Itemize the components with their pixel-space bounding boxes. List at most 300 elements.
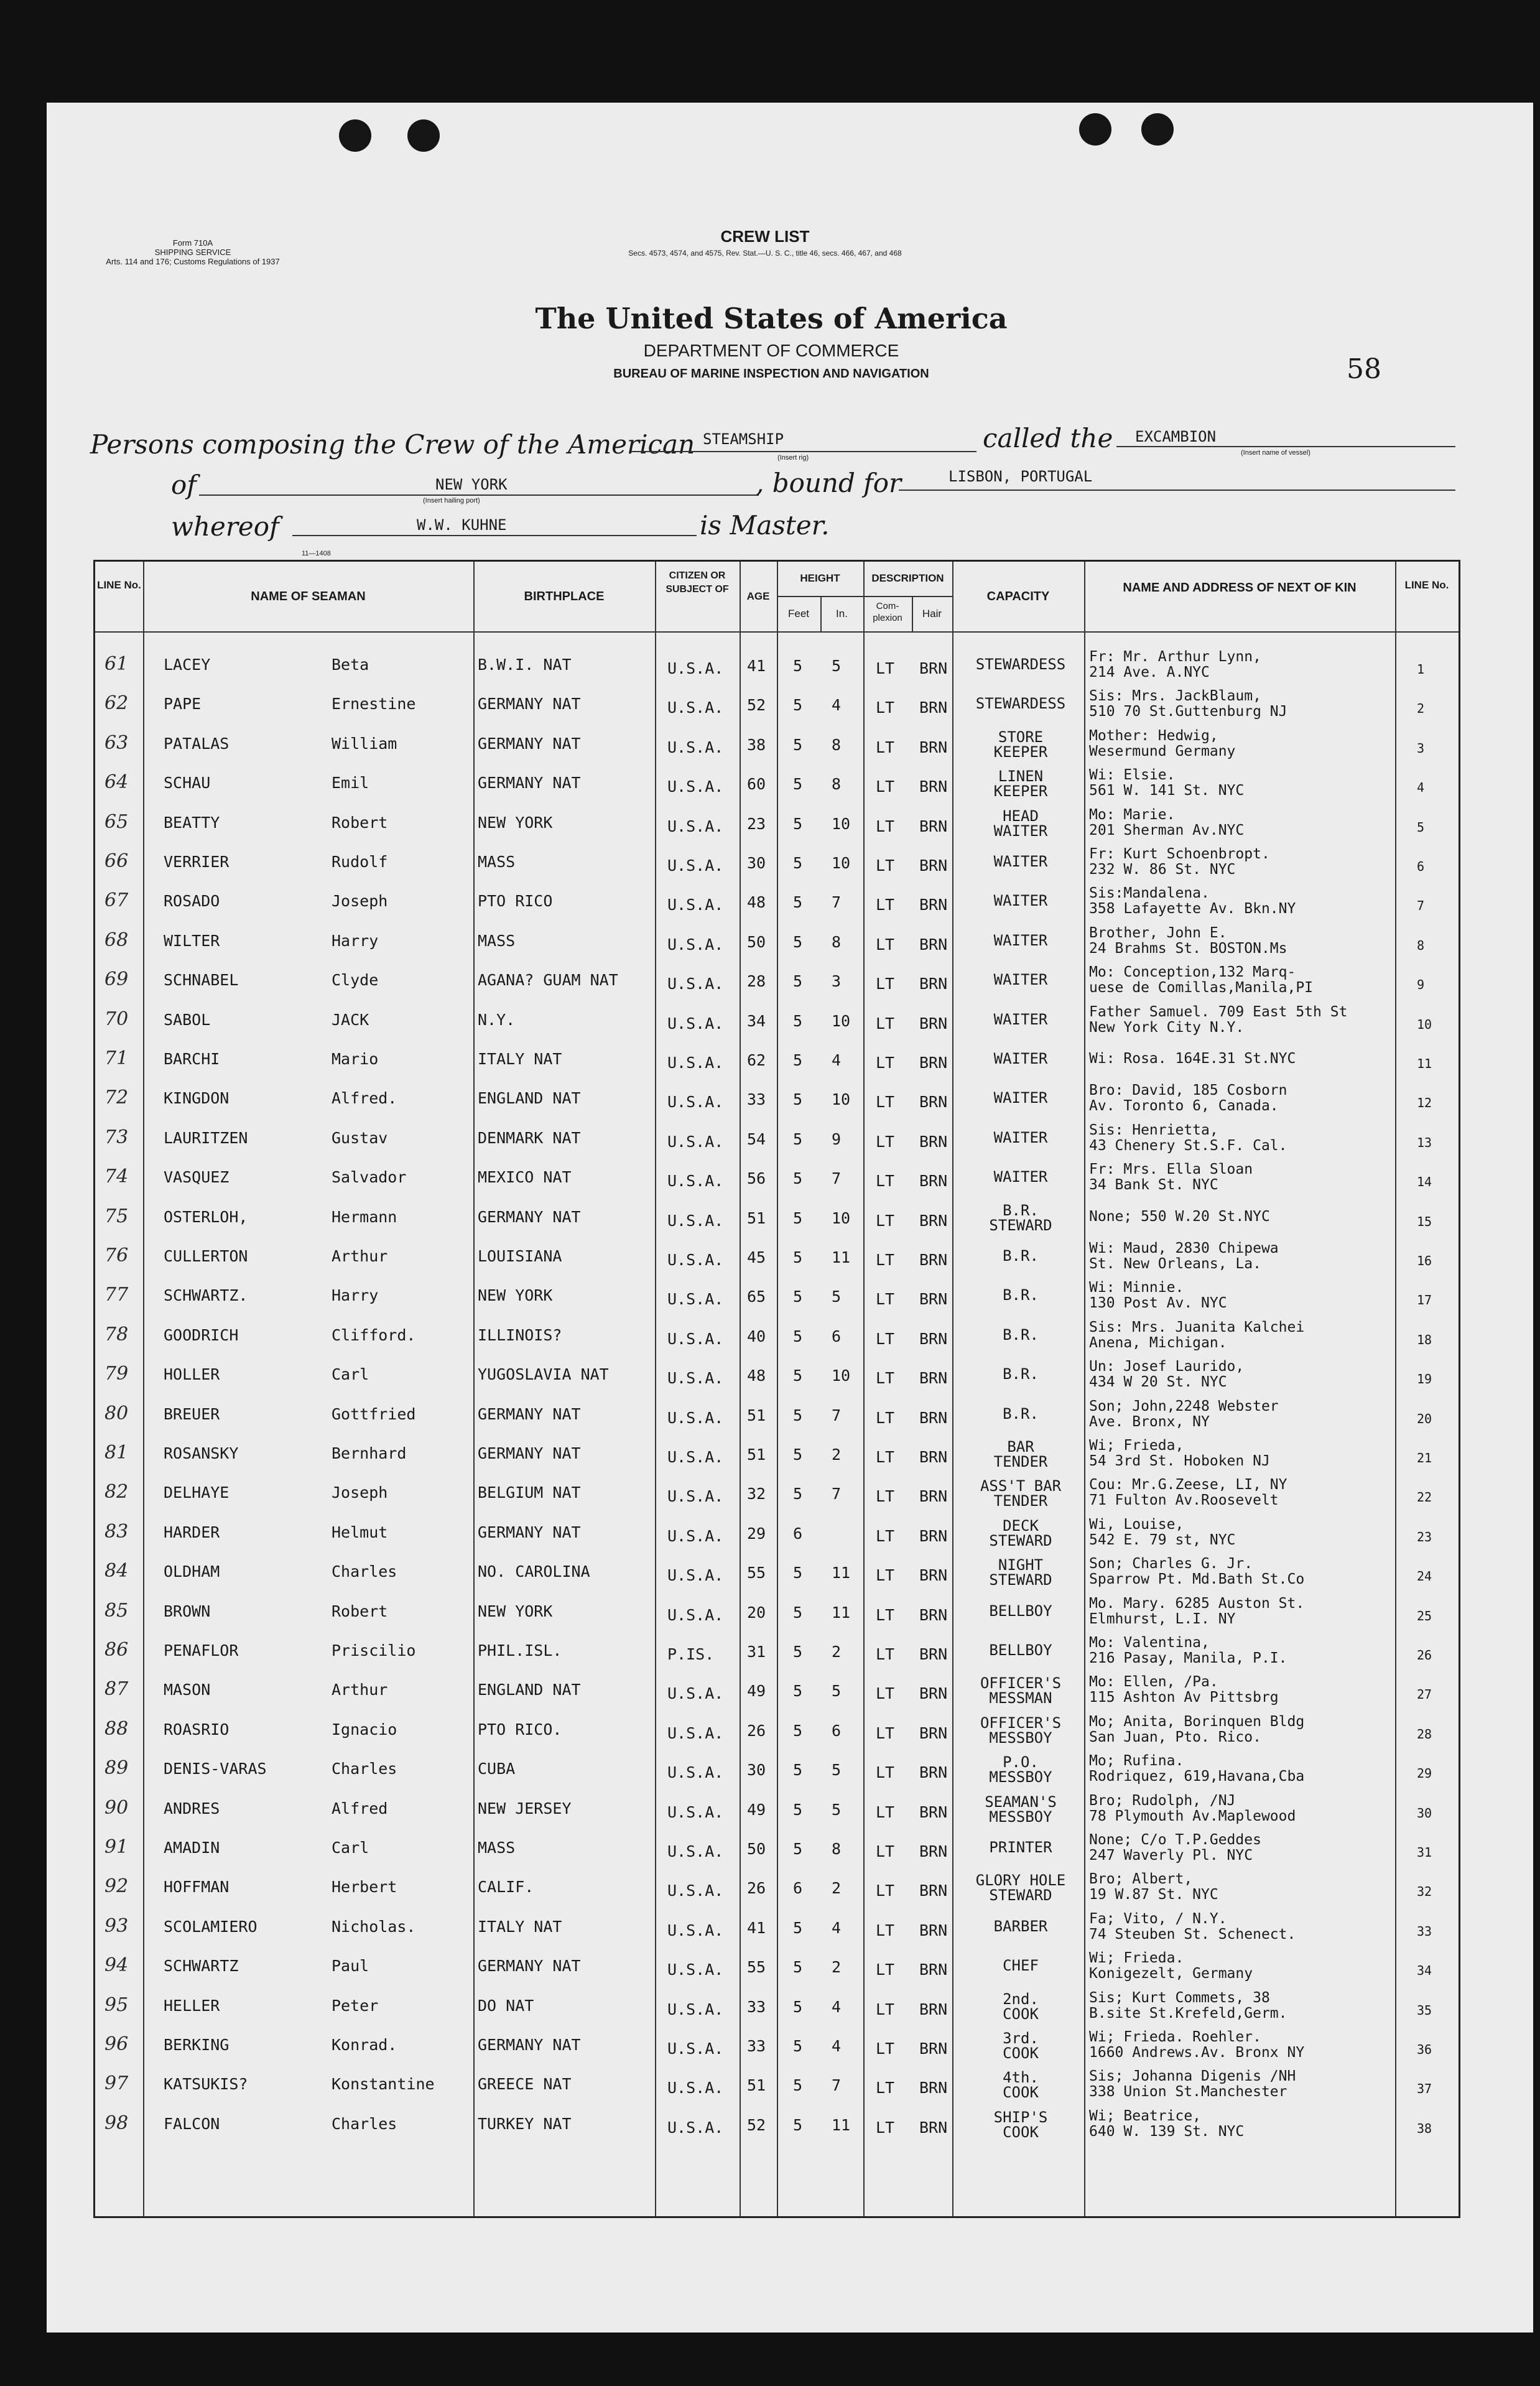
table-row bbox=[95, 1671, 1459, 1711]
complexion: LT bbox=[876, 1251, 895, 1269]
height-feet: 6 bbox=[793, 1879, 803, 1898]
capacity-line: MESSBOY bbox=[989, 1768, 1052, 1785]
capacity bbox=[958, 657, 1083, 672]
complexion: LT bbox=[876, 778, 895, 796]
height-feet: 5 bbox=[793, 1446, 803, 1464]
next-of-kin-line: 43 Chenery St.S.F. Cal. bbox=[1089, 1137, 1287, 1154]
height-inches: 11 bbox=[832, 2115, 851, 2134]
age: 51 bbox=[747, 1406, 766, 1424]
birthplace: NEW YORK bbox=[478, 1602, 553, 1620]
seaman-given-name: Ernestine bbox=[332, 695, 416, 713]
capacity bbox=[958, 854, 1083, 869]
seaman-given-name: Charles bbox=[332, 1562, 397, 1581]
next-of-kin-line: Fa; Vito, / N.Y. bbox=[1089, 1911, 1227, 1927]
complexion: LT bbox=[876, 1803, 895, 1821]
hair: BRN bbox=[919, 699, 948, 717]
col-capacity: CAPACITY bbox=[986, 590, 1050, 603]
table-row bbox=[95, 1316, 1459, 1356]
table-row bbox=[95, 1237, 1459, 1277]
capacity bbox=[958, 1794, 1083, 1824]
capacity-line: ASS'T BAR bbox=[980, 1478, 1062, 1495]
birthplace: ITALY NAT bbox=[478, 1917, 562, 1936]
capacity-line: BELLBOY bbox=[989, 1603, 1052, 1618]
bureau-heading: BUREAU OF MARINE INSPECTION AND NAVIGATION bbox=[613, 367, 929, 381]
seaman-given-name: Bernhard bbox=[332, 1444, 407, 1462]
citizenship: U.S.A. bbox=[667, 1251, 724, 1269]
line-number: 20 bbox=[1417, 1411, 1432, 1426]
capacity-line: STEWARDESS bbox=[975, 696, 1066, 712]
capacity-line: OFFICER'S bbox=[980, 1676, 1062, 1692]
height-inches: 7 bbox=[832, 1169, 842, 1188]
hair: BRN bbox=[919, 856, 948, 875]
birthplace: GERMANY NAT bbox=[478, 1957, 581, 1975]
complexion: LT bbox=[876, 1763, 895, 1782]
hand-line-number: 71 bbox=[104, 1047, 129, 1069]
next-of-kin-line: Mo; Anita, Borinquen Bldg bbox=[1089, 1714, 1305, 1730]
table-row bbox=[95, 1868, 1459, 1908]
next-of-kin-line: Cou: Mr.G.Zeese, LI, NY bbox=[1089, 1477, 1287, 1493]
birthplace: GERMANY NAT bbox=[478, 774, 581, 792]
citizenship: U.S.A. bbox=[667, 738, 724, 756]
next-of-kin-line: Sis:Mandalena. bbox=[1089, 886, 1210, 902]
seaman-given-name: Konstantine bbox=[332, 2075, 435, 2094]
capacity-line: B.R. bbox=[1003, 1288, 1039, 1303]
seaman-surname: ROSADO bbox=[164, 892, 220, 911]
hand-line-number: 94 bbox=[104, 1954, 129, 1977]
next-of-kin-line: uese de Comillas,Manila,PI bbox=[1089, 980, 1314, 996]
height-inches: 4 bbox=[832, 696, 842, 715]
punch-hole bbox=[339, 119, 371, 152]
capacity-line: NIGHT bbox=[998, 1557, 1044, 1574]
capacity bbox=[958, 1478, 1083, 1508]
complexion: LT bbox=[876, 659, 895, 677]
next-of-kin-line: Rodriquez, 619,Havana,Cba bbox=[1089, 1768, 1305, 1785]
height-feet: 5 bbox=[793, 775, 803, 794]
next-of-kin-line: Son; Charles G. Jr. bbox=[1089, 1556, 1253, 1572]
seaman-given-name: Charles bbox=[332, 2114, 397, 2133]
capacity-line: B.R. bbox=[1003, 1367, 1039, 1382]
page-number: 58 bbox=[1347, 353, 1381, 385]
citizenship: U.S.A. bbox=[667, 1605, 724, 1624]
crew-table bbox=[93, 560, 1460, 2218]
capacity bbox=[958, 1873, 1083, 1903]
seaman-given-name: Konrad. bbox=[332, 2036, 397, 2054]
line-number: 12 bbox=[1417, 1095, 1432, 1111]
age: 33 bbox=[747, 1997, 766, 2016]
age: 49 bbox=[747, 1682, 766, 1701]
age: 55 bbox=[747, 1958, 766, 1977]
hand-line-number: 70 bbox=[104, 1008, 129, 1030]
height-feet: 5 bbox=[793, 972, 803, 991]
birthplace: CALIF. bbox=[478, 1878, 534, 1896]
seaman-surname: LAURITZEN bbox=[164, 1128, 248, 1147]
next-of-kin-line: Mo. Mary. 6285 Auston St. bbox=[1089, 1595, 1305, 1612]
capacity-line: STORE bbox=[998, 729, 1044, 746]
citizenship: U.S.A. bbox=[667, 817, 724, 835]
age: 26 bbox=[747, 1721, 766, 1740]
next-of-kin-line: Wi; Frieda. bbox=[1089, 1951, 1184, 1967]
birthplace: LOUISIANA bbox=[478, 1247, 562, 1265]
hair: BRN bbox=[919, 738, 948, 756]
line-number: 36 bbox=[1417, 2042, 1432, 2057]
citizenship: U.S.A. bbox=[667, 1921, 724, 1939]
capacity-line: COOK bbox=[1003, 2084, 1039, 2101]
line-number: 19 bbox=[1417, 1372, 1432, 1387]
seaman-given-name: Gustav bbox=[332, 1128, 388, 1147]
capacity bbox=[958, 1676, 1083, 1706]
seaman-surname: DENIS-VARAS bbox=[164, 1760, 267, 1778]
complexion: LT bbox=[876, 1329, 895, 1348]
hair: BRN bbox=[919, 1211, 948, 1230]
birthplace: PTO RICO. bbox=[478, 1720, 562, 1738]
country-heading: The United States of America bbox=[535, 302, 1008, 335]
master-line bbox=[292, 535, 697, 536]
capacity bbox=[958, 2070, 1083, 2100]
destination: LISBON, PORTUGAL bbox=[949, 468, 1093, 485]
citizenship: U.S.A. bbox=[667, 659, 724, 677]
seaman-surname: OSTERLOH, bbox=[164, 1207, 248, 1226]
seaman-given-name: Ignacio bbox=[332, 1720, 397, 1738]
height-feet: 5 bbox=[793, 2037, 803, 2055]
hair: BRN bbox=[919, 1803, 948, 1821]
seaman-given-name: Joseph bbox=[332, 1483, 388, 1502]
age: 48 bbox=[747, 893, 766, 912]
height-inches: 10 bbox=[832, 814, 851, 833]
hair: BRN bbox=[919, 1921, 948, 1939]
complexion: LT bbox=[876, 1014, 895, 1033]
table-row bbox=[95, 1119, 1459, 1159]
line-number: 11 bbox=[1417, 1056, 1432, 1071]
vessel-hint: (Insert name of vessel) bbox=[1241, 449, 1310, 457]
next-of-kin-line: Mo; Rufina. bbox=[1089, 1753, 1184, 1770]
next-of-kin-line: Fr: Kurt Schoenbropt. bbox=[1089, 847, 1270, 862]
line-number: 15 bbox=[1417, 1214, 1432, 1229]
seaman-given-name: Robert bbox=[332, 1602, 388, 1620]
next-of-kin-line: Un: Josef Laurido, bbox=[1089, 1359, 1245, 1375]
next-of-kin-line: 71 Fulton Av.Roosevelt bbox=[1089, 1492, 1279, 1509]
seaman-surname: SCHNABEL bbox=[164, 971, 239, 990]
table-row bbox=[95, 1040, 1459, 1080]
hand-line-number: 67 bbox=[104, 889, 129, 912]
birthplace: GERMANY NAT bbox=[478, 695, 581, 713]
citizenship: U.S.A. bbox=[667, 2118, 724, 2137]
next-of-kin-line: 214 Ave. A.NYC bbox=[1089, 664, 1210, 680]
height-inches: 7 bbox=[832, 893, 842, 912]
complexion: LT bbox=[876, 1172, 895, 1191]
hand-line-number: 74 bbox=[104, 1166, 129, 1188]
citizenship: U.S.A. bbox=[667, 1369, 724, 1388]
hand-line-number: 91 bbox=[104, 1836, 129, 1858]
seaman-given-name: Charles bbox=[332, 1760, 397, 1778]
next-of-kin-line: Wi: Rosa. 164E.31 St.NYC bbox=[1089, 1051, 1296, 1067]
citizenship: U.S.A. bbox=[667, 1566, 724, 1585]
hand-line-number: 66 bbox=[104, 850, 129, 872]
complexion: LT bbox=[876, 1408, 895, 1427]
height-feet: 5 bbox=[793, 657, 803, 675]
age: 33 bbox=[747, 1090, 766, 1109]
next-of-kin-line: 434 W 20 St. NYC bbox=[1089, 1374, 1227, 1391]
height-feet: 5 bbox=[793, 735, 803, 754]
height-inches: 2 bbox=[832, 1879, 842, 1898]
line-number: 26 bbox=[1417, 1648, 1432, 1663]
height-inches: 8 bbox=[832, 932, 842, 951]
seaman-surname: GOODRICH bbox=[164, 1325, 239, 1344]
col-description: DESCRIPTION bbox=[871, 572, 944, 584]
capacity-line: WAITER bbox=[993, 854, 1048, 869]
capacity-line: WAITER bbox=[993, 1051, 1048, 1066]
hair: BRN bbox=[919, 1487, 948, 1506]
capacity-line: STEWARD bbox=[989, 1571, 1052, 1588]
next-of-kin bbox=[1089, 1674, 1394, 1706]
hair: BRN bbox=[919, 1961, 948, 1979]
height-inches: 4 bbox=[832, 1918, 842, 1937]
age: 26 bbox=[747, 1879, 766, 1898]
capacity bbox=[958, 1203, 1083, 1233]
seaman-given-name: Helmut bbox=[332, 1523, 388, 1541]
capacity-line: TENDER bbox=[993, 1492, 1048, 1509]
seaman-given-name: Carl bbox=[332, 1365, 369, 1384]
complexion: LT bbox=[876, 1054, 895, 1072]
next-of-kin-line: Mo: Valentina, bbox=[1089, 1635, 1210, 1651]
capacity bbox=[958, 1919, 1083, 1934]
seaman-surname: OLDHAM bbox=[164, 1562, 220, 1581]
age: 52 bbox=[747, 696, 766, 715]
rig-line bbox=[631, 451, 976, 452]
capacity-line: 2nd. bbox=[1003, 1991, 1039, 2008]
col-citizen: CITIZEN OR SUBJECT OF bbox=[666, 570, 729, 595]
table-row bbox=[95, 1908, 1459, 1947]
table-row bbox=[95, 1079, 1459, 1119]
next-of-kin-line: 338 Union St.Manchester bbox=[1089, 2084, 1287, 2101]
seaman-given-name: Clifford. bbox=[332, 1325, 416, 1344]
complexion: LT bbox=[876, 856, 895, 875]
next-of-kin bbox=[1089, 1951, 1394, 1982]
height-inches: 6 bbox=[832, 1721, 842, 1740]
print-code: 11—1408 bbox=[302, 550, 331, 557]
seaman-surname: KINGDON bbox=[164, 1089, 230, 1108]
citizenship: U.S.A. bbox=[667, 1132, 724, 1151]
punch-hole bbox=[407, 119, 440, 152]
height-feet: 5 bbox=[793, 1958, 803, 1977]
capacity-line: CHEF bbox=[1003, 1958, 1039, 1974]
seaman-given-name: Alfred bbox=[332, 1799, 388, 1817]
next-of-kin-line: 216 Pasay, Manila, P.I. bbox=[1089, 1650, 1287, 1666]
next-of-kin bbox=[1089, 1793, 1394, 1824]
hand-line-number: 68 bbox=[104, 929, 129, 951]
next-of-kin-line: Wi: Maud, 2830 Chipewa bbox=[1089, 1241, 1279, 1256]
capacity bbox=[958, 1406, 1083, 1421]
hand-line-number: 69 bbox=[104, 968, 129, 991]
capacity bbox=[958, 696, 1083, 711]
hand-line-number: 89 bbox=[104, 1757, 129, 1780]
capacity-line: BARBER bbox=[993, 1918, 1048, 1934]
vessel-name: EXCAMBION bbox=[1135, 428, 1217, 445]
next-of-kin-line: Anena, Michigan. bbox=[1089, 1334, 1227, 1351]
hair: BRN bbox=[919, 1645, 948, 1663]
birthplace: NO. CAROLINA bbox=[478, 1562, 590, 1581]
height-inches: 5 bbox=[832, 1682, 842, 1701]
capacity-line: B.R. bbox=[1003, 1406, 1039, 1421]
next-of-kin-line: Wi; Frieda. Roehler. bbox=[1089, 2030, 1261, 2045]
height-feet: 5 bbox=[793, 1169, 803, 1188]
birthplace: ENGLAND NAT bbox=[478, 1681, 581, 1699]
age: 55 bbox=[747, 1564, 766, 1582]
capacity bbox=[958, 730, 1083, 759]
height-feet: 5 bbox=[793, 1761, 803, 1780]
age: 50 bbox=[747, 932, 766, 951]
height-feet: 5 bbox=[793, 1643, 803, 1661]
age: 30 bbox=[747, 854, 766, 872]
next-of-kin bbox=[1089, 1753, 1394, 1785]
birthplace: MASS bbox=[478, 931, 516, 950]
birthplace: BELGIUM NAT bbox=[478, 1483, 581, 1502]
citizenship: U.S.A. bbox=[667, 1763, 724, 1782]
complexion: LT bbox=[876, 1842, 895, 1860]
capacity-line: TENDER bbox=[993, 1453, 1048, 1469]
hand-line-number: 90 bbox=[104, 1796, 129, 1819]
birthplace: B.W.I. NAT bbox=[478, 656, 572, 674]
hair: BRN bbox=[919, 896, 948, 914]
seaman-surname: HOLLER bbox=[164, 1365, 220, 1384]
age: 23 bbox=[747, 814, 766, 833]
birthplace: MASS bbox=[478, 1839, 516, 1857]
seaman-surname: SCOLAMIERO bbox=[164, 1917, 257, 1936]
next-of-kin-line: 130 Post Av. NYC bbox=[1089, 1295, 1227, 1312]
next-of-kin-line: Wi, Louise, bbox=[1089, 1516, 1184, 1533]
statute-reference: Secs. 4573, 4574, and 4575, Rev. Stat.—U. S. C., title 46, secs. 466, 467, and 468 bbox=[628, 249, 902, 258]
is-master-label: is Master. bbox=[700, 510, 830, 541]
next-of-kin-line: 542 E. 79 st, NYC bbox=[1089, 1531, 1236, 1548]
next-of-kin-line: Mother: Hedwig, bbox=[1089, 728, 1218, 744]
citizenship: U.S.A. bbox=[667, 2040, 724, 2058]
line-number: 10 bbox=[1417, 1016, 1432, 1032]
line-number: 3 bbox=[1417, 740, 1425, 756]
line-number: 13 bbox=[1417, 1135, 1432, 1150]
height-inches: 8 bbox=[832, 1840, 842, 1858]
height-inches: 10 bbox=[832, 1090, 851, 1109]
age: 48 bbox=[747, 1367, 766, 1385]
capacity bbox=[958, 1643, 1083, 1658]
seaman-surname: HOFFMAN bbox=[164, 1878, 230, 1896]
table-row bbox=[95, 843, 1459, 883]
next-of-kin bbox=[1089, 649, 1394, 680]
next-of-kin-line: Sis: Mrs. Juanita Kalchei bbox=[1089, 1319, 1305, 1335]
seaman-surname: ANDRES bbox=[164, 1799, 220, 1817]
hair: BRN bbox=[919, 1093, 948, 1112]
next-of-kin bbox=[1089, 1209, 1394, 1225]
birthplace: GERMANY NAT bbox=[478, 1207, 581, 1226]
seaman-surname: BROWN bbox=[164, 1602, 211, 1620]
capacity-line: LINEN bbox=[998, 769, 1044, 786]
capacity bbox=[958, 1755, 1083, 1785]
age: 65 bbox=[747, 1288, 766, 1306]
age: 62 bbox=[747, 1051, 766, 1069]
height-feet: 5 bbox=[793, 1918, 803, 1937]
line-number: 28 bbox=[1417, 1726, 1432, 1742]
hair: BRN bbox=[919, 2040, 948, 2058]
table-row bbox=[95, 1198, 1459, 1238]
next-of-kin-line: Son; John,2248 Webster bbox=[1089, 1398, 1279, 1414]
birthplace: DO NAT bbox=[478, 1996, 534, 2015]
next-of-kin-line: Bro; Albert, bbox=[1089, 1872, 1193, 1888]
hand-line-number: 95 bbox=[104, 1994, 129, 2016]
table-row bbox=[95, 804, 1459, 843]
height-inches: 3 bbox=[832, 972, 842, 991]
birthplace: GERMANY NAT bbox=[478, 734, 581, 753]
hair: BRN bbox=[919, 1842, 948, 1860]
height-inches: 2 bbox=[832, 1643, 842, 1661]
next-of-kin-line: 54 3rd St. Hoboken NJ bbox=[1089, 1453, 1270, 1469]
next-of-kin bbox=[1089, 1556, 1394, 1587]
next-of-kin bbox=[1089, 1635, 1394, 1666]
seaman-surname: MASON bbox=[164, 1681, 211, 1699]
line-number: 35 bbox=[1417, 2002, 1432, 2018]
seaman-surname: PAPE bbox=[164, 695, 202, 713]
height-inches: 10 bbox=[832, 1011, 851, 1030]
hair: BRN bbox=[919, 1329, 948, 1348]
citizenship: U.S.A. bbox=[667, 1448, 724, 1466]
capacity-line: WAITER bbox=[993, 972, 1048, 988]
line-number: 29 bbox=[1417, 1766, 1432, 1781]
capacity-line: KEEPER bbox=[993, 743, 1048, 759]
next-of-kin-line: 1660 Andrews.Av. Bronx NY bbox=[1089, 2045, 1305, 2061]
next-of-kin bbox=[1089, 1872, 1394, 1903]
table-row bbox=[95, 685, 1459, 725]
line-number: 1 bbox=[1417, 662, 1425, 677]
complexion: LT bbox=[876, 1882, 895, 1900]
table-row bbox=[95, 961, 1459, 1001]
seaman-surname: VASQUEZ bbox=[164, 1168, 230, 1187]
capacity bbox=[958, 2031, 1083, 2061]
complexion: LT bbox=[876, 1645, 895, 1663]
citizenship: U.S.A. bbox=[667, 975, 724, 993]
next-of-kin bbox=[1089, 2030, 1394, 2061]
birthplace: MEXICO NAT bbox=[478, 1168, 572, 1187]
hair: BRN bbox=[919, 1290, 948, 1309]
hair: BRN bbox=[919, 975, 948, 993]
capacity-line: STEWARD bbox=[989, 1216, 1052, 1233]
line-number: 22 bbox=[1417, 1490, 1432, 1505]
birthplace: CUBA bbox=[478, 1760, 516, 1778]
hair: BRN bbox=[919, 1882, 948, 1900]
next-of-kin bbox=[1089, 689, 1394, 720]
hand-line-number: 75 bbox=[104, 1205, 129, 1227]
next-of-kin bbox=[1089, 1162, 1394, 1193]
next-of-kin bbox=[1089, 1990, 1394, 2022]
complexion: LT bbox=[876, 817, 895, 835]
hand-line-number: 97 bbox=[104, 2073, 129, 2095]
capacity bbox=[958, 1090, 1083, 1105]
hand-line-number: 76 bbox=[104, 1245, 129, 1266]
seaman-given-name: Hermann bbox=[332, 1207, 397, 1226]
capacity-line: MESSMAN bbox=[989, 1689, 1052, 1706]
next-of-kin-line: 561 W. 141 St. NYC bbox=[1089, 782, 1245, 799]
age: 34 bbox=[747, 1011, 766, 1030]
age: 60 bbox=[747, 775, 766, 794]
height-inches: 2 bbox=[832, 1958, 842, 1977]
capacity bbox=[958, 2110, 1083, 2140]
line-number: 23 bbox=[1417, 1529, 1432, 1544]
line-number: 18 bbox=[1417, 1332, 1432, 1347]
next-of-kin-line: Brother, John E. bbox=[1089, 925, 1227, 941]
seaman-given-name: Carl bbox=[332, 1839, 369, 1857]
next-of-kin bbox=[1089, 768, 1394, 799]
seaman-given-name: Herbert bbox=[332, 1878, 397, 1896]
table-row bbox=[95, 1158, 1459, 1198]
age: 45 bbox=[747, 1248, 766, 1266]
of-label: of bbox=[171, 470, 197, 500]
height-feet: 5 bbox=[793, 893, 803, 912]
